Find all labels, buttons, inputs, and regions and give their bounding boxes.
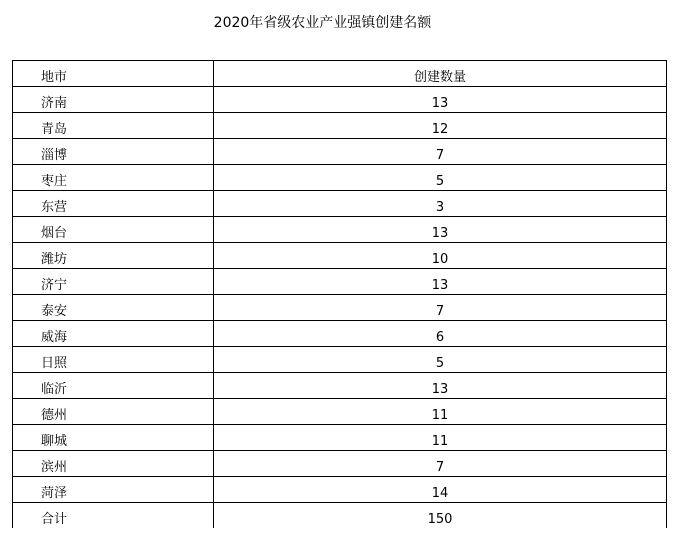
count-cell [214, 113, 667, 139]
count-value: 11 [431, 434, 449, 449]
city-cell [13, 217, 214, 243]
city-name: 德州 [40, 408, 67, 423]
count-value: 7 [435, 148, 445, 163]
table-row [13, 477, 667, 503]
table-row [13, 451, 667, 477]
count-value: 7 [435, 460, 445, 475]
city-name: 枣庄 [40, 174, 67, 189]
city-cell [13, 399, 214, 425]
city-cell [13, 295, 214, 321]
table-row [13, 425, 667, 451]
count-value: 12 [431, 122, 449, 137]
count-cell [214, 217, 667, 243]
count-cell [214, 243, 667, 269]
city-cell [13, 165, 214, 191]
city-cell [13, 191, 214, 217]
city-cell [13, 269, 214, 295]
table-row [13, 113, 667, 139]
city-name: 济宁 [40, 278, 67, 293]
total-label-cell [13, 503, 214, 529]
count-value: 5 [435, 356, 445, 371]
table-row [13, 295, 667, 321]
count-cell [214, 451, 667, 477]
count-cell [214, 295, 667, 321]
quota-table-body [13, 61, 667, 529]
city-cell [13, 425, 214, 451]
count-value: 13 [431, 226, 449, 241]
count-cell [214, 165, 667, 191]
count-cell [214, 347, 667, 373]
city-name: 威海 [40, 330, 67, 345]
count-cell [214, 477, 667, 503]
total-count-cell [214, 503, 667, 529]
city-name: 泰安 [40, 304, 67, 319]
table-row [13, 165, 667, 191]
table-row [13, 347, 667, 373]
table-row [13, 373, 667, 399]
count-value: 10 [431, 252, 449, 267]
table-row [13, 87, 667, 113]
header-city [13, 61, 214, 87]
city-cell [13, 243, 214, 269]
city-name: 菏泽 [40, 486, 67, 501]
count-value: 14 [431, 486, 449, 501]
table-row [13, 243, 667, 269]
header-count [214, 61, 667, 87]
table-row [13, 399, 667, 425]
count-cell [214, 191, 667, 217]
total-label: 合计 [40, 512, 67, 527]
city-name: 淄博 [40, 148, 67, 163]
count-value: 7 [435, 304, 445, 319]
table-row [13, 269, 667, 295]
city-name: 青岛 [40, 122, 67, 137]
table-header-row [13, 61, 667, 87]
count-cell [214, 425, 667, 451]
table-total-row [13, 503, 667, 529]
count-value: 6 [435, 330, 445, 345]
city-name: 潍坊 [40, 252, 67, 267]
city-name: 聊城 [40, 434, 67, 449]
city-cell [13, 87, 214, 113]
count-value: 13 [431, 278, 449, 293]
table-row [13, 139, 667, 165]
total-count: 150 [427, 512, 453, 527]
count-cell [214, 321, 667, 347]
count-cell [214, 269, 667, 295]
city-name: 滨州 [40, 460, 67, 475]
city-name: 济南 [40, 96, 67, 111]
count-value: 11 [431, 408, 449, 423]
count-cell [214, 373, 667, 399]
city-name: 日照 [40, 356, 67, 371]
city-cell [13, 321, 214, 347]
city-cell [13, 139, 214, 165]
city-cell [13, 451, 214, 477]
count-value: 13 [431, 382, 449, 397]
count-cell [214, 87, 667, 113]
count-value: 5 [435, 174, 445, 189]
quota-table [12, 60, 667, 528]
count-value: 13 [431, 96, 449, 111]
table-row [13, 217, 667, 243]
header-city-label: 地市 [40, 70, 67, 85]
count-cell [214, 399, 667, 425]
city-cell [13, 373, 214, 399]
city-cell [13, 477, 214, 503]
city-name: 烟台 [40, 226, 67, 241]
city-cell [13, 347, 214, 373]
document-title: 2020年省级农业产业强镇创建名额 [213, 15, 432, 31]
count-value: 3 [435, 200, 445, 215]
table-row [13, 321, 667, 347]
city-name: 临沂 [40, 382, 67, 397]
header-count-label: 创建数量 [413, 70, 466, 85]
city-cell [13, 113, 214, 139]
table-row [13, 191, 667, 217]
city-name: 东营 [40, 200, 67, 215]
count-cell [214, 139, 667, 165]
